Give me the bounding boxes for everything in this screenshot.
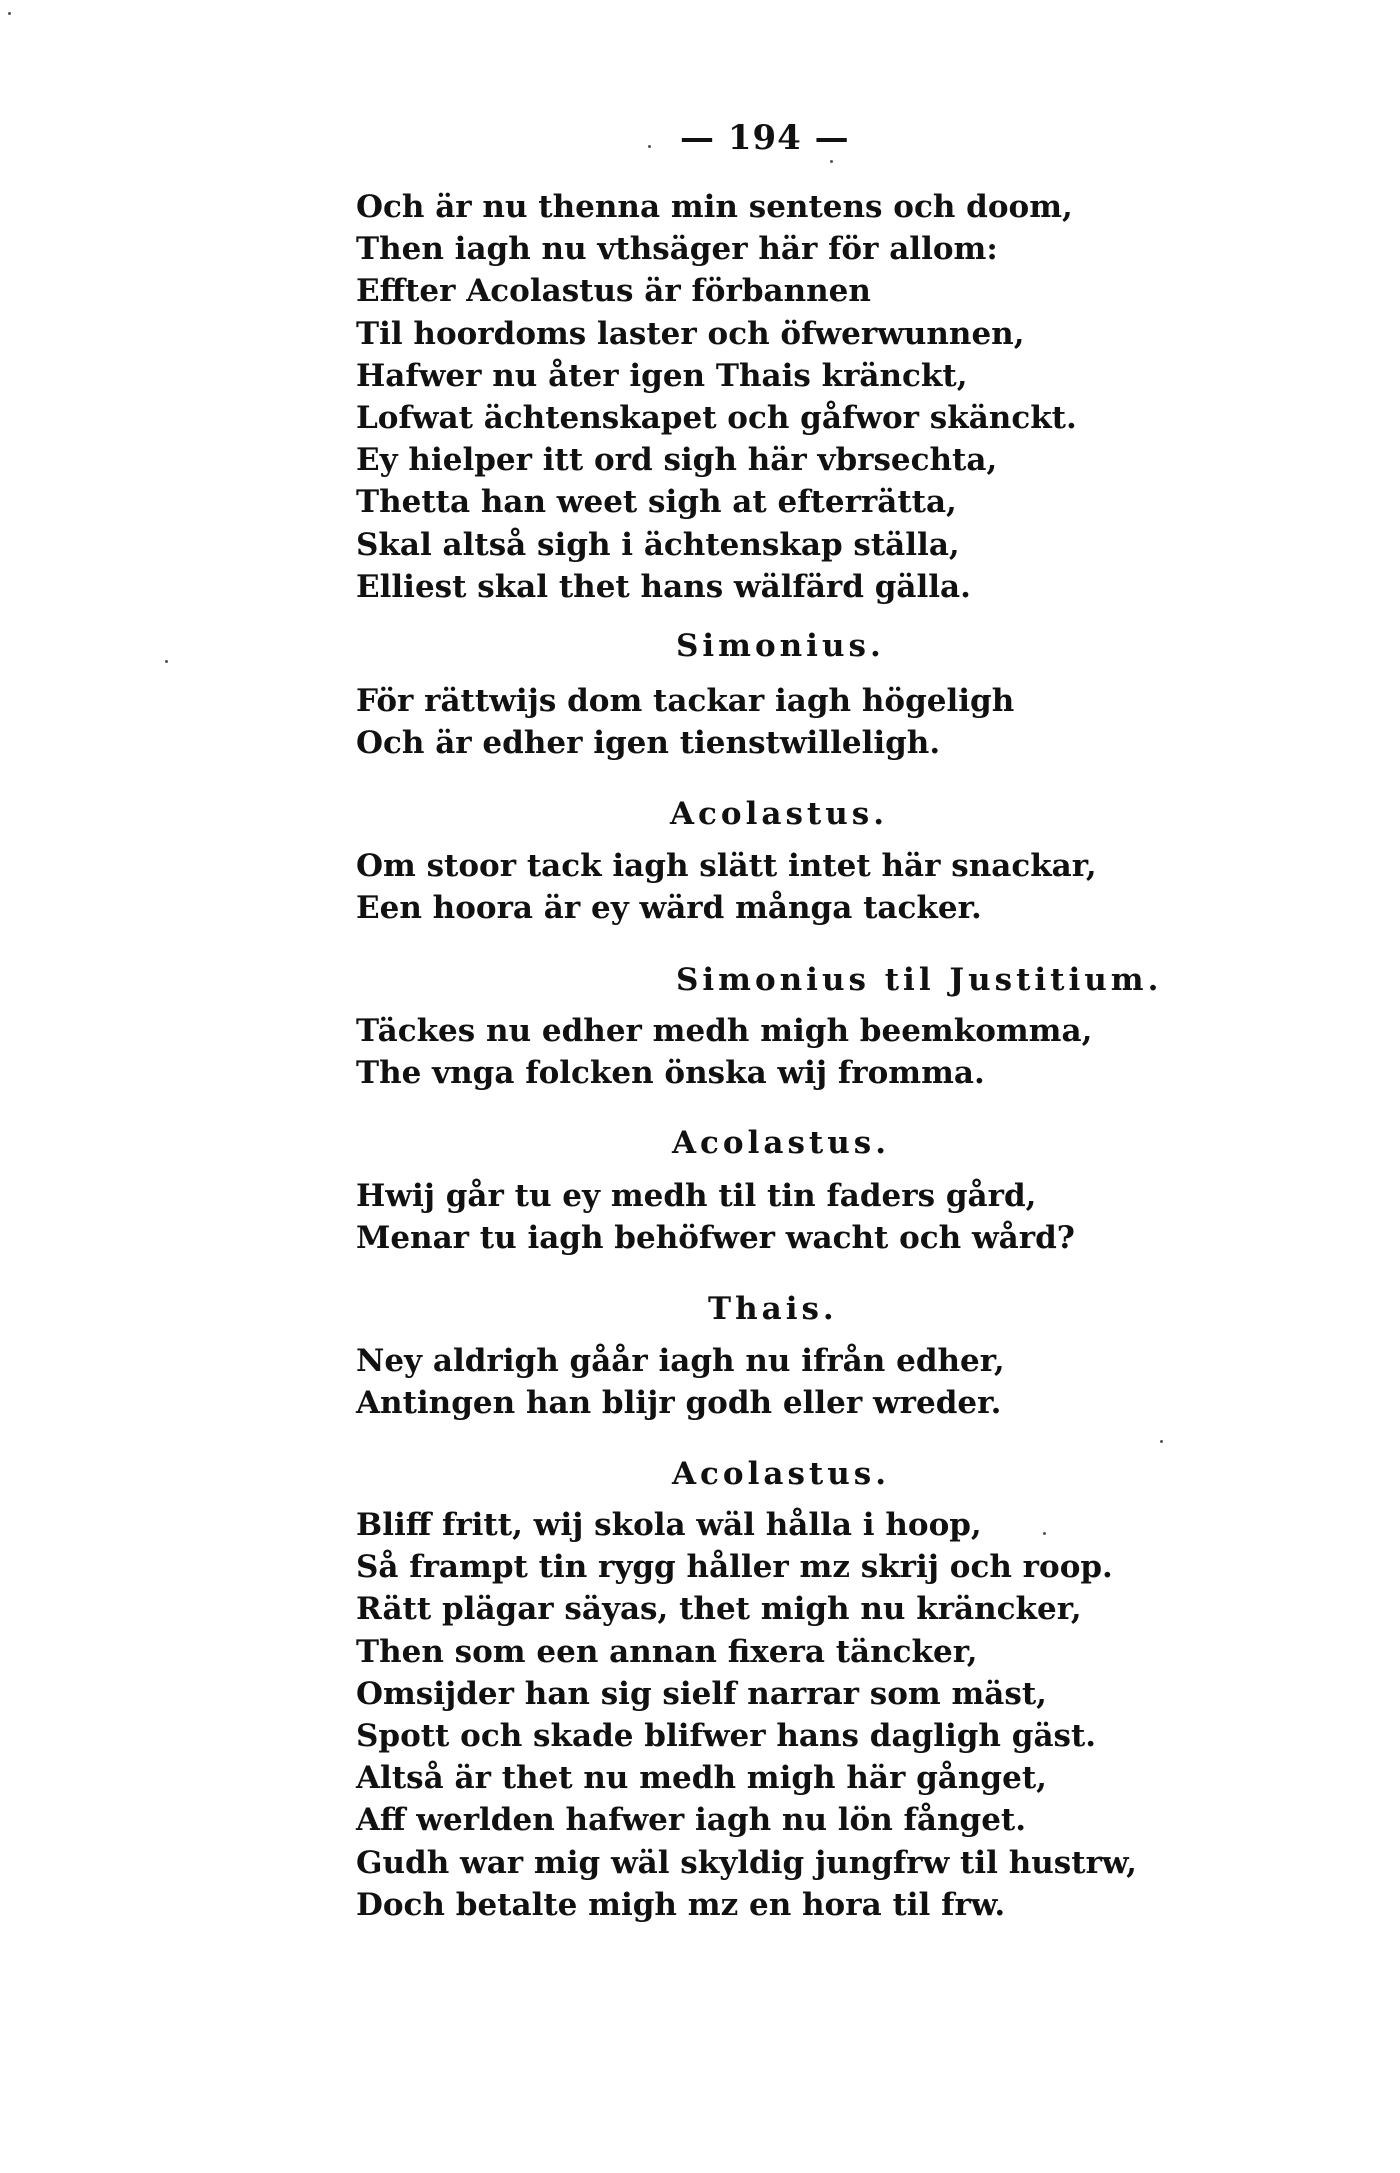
speaker-heading: Simonius til Justitium. bbox=[676, 962, 1163, 998]
verse-line: Effter Acolastus är förbannen bbox=[356, 273, 871, 310]
page-number: — 194 — bbox=[680, 118, 850, 158]
scan-speck bbox=[1043, 1532, 1046, 1535]
verse-line: Ney aldrigh gåår iagh nu ifrån edher, bbox=[356, 1343, 1005, 1379]
scan-speck bbox=[165, 660, 168, 663]
verse-line: Omsijder han sig sielf narrar som mäst, bbox=[356, 1675, 1047, 1712]
verse-line: Ey hielper itt ord sigh här vbrsechta, bbox=[356, 442, 998, 479]
speaker-heading: Acolastus. bbox=[672, 1456, 891, 1492]
verse-line: Skal altså sigh i ächtenskap ställa, bbox=[356, 526, 960, 563]
verse-line: Så frampt tin rygg håller mz skrij och roop. bbox=[356, 1549, 1113, 1586]
verse-line: Then iagh nu vthsäger här för allom: bbox=[356, 231, 998, 268]
speaker-heading: Acolastus. bbox=[670, 796, 889, 832]
verse-line: Bliff fritt, wij skola wäl hålla i hoop, bbox=[356, 1507, 982, 1543]
verse-line: Then som een annan fixera täncker, bbox=[356, 1633, 978, 1670]
speaker-heading: Thais. bbox=[708, 1291, 838, 1327]
verse-line: Thetta han weet sigh at efterrätta, bbox=[356, 484, 957, 521]
verse-line: Een hoora är ey wärd många tacker. bbox=[356, 890, 982, 927]
scan-speck bbox=[830, 160, 833, 163]
verse-line: Om stoor tack iagh slätt intet här snackar, bbox=[356, 848, 1097, 884]
verse-block bbox=[356, 1175, 1075, 1259]
verse-line: Spott och skade blifwer hans dagligh gäst. bbox=[356, 1717, 1097, 1754]
speaker-heading: Acolastus. bbox=[672, 1125, 891, 1161]
verse-block bbox=[356, 1010, 1092, 1094]
verse-block bbox=[356, 1340, 1005, 1424]
verse-line: Och är nu thenna min sentens och doom, bbox=[356, 189, 1073, 225]
scan-speck bbox=[648, 145, 651, 148]
verse-line: Elliest skal thet hans wälfärd gälla. bbox=[356, 568, 971, 605]
verse-line: Aff werlden hafwer iagh nu lön fånget. bbox=[356, 1802, 1027, 1839]
verse-line: Täckes nu edher medh migh beemkomma, bbox=[356, 1013, 1093, 1049]
verse-block bbox=[356, 845, 1097, 929]
verse-line: Hwij går tu ey medh til tin faders gård, bbox=[356, 1178, 1037, 1214]
verse-line: Menar tu iagh behöfwer wacht och wård? bbox=[356, 1220, 1075, 1257]
verse-line: Och är edher igen tienstwilleligh. bbox=[356, 725, 941, 762]
verse-block-opening bbox=[356, 186, 1077, 608]
scan-speck bbox=[1160, 1440, 1163, 1443]
scan-speck bbox=[8, 12, 11, 15]
speaker-heading: Simonius. bbox=[676, 628, 885, 664]
verse-line: Altså är thet nu medh migh här gånget, bbox=[356, 1760, 1047, 1797]
verse-line: Doch betalte migh mz en hora til frw. bbox=[356, 1886, 1006, 1923]
verse-line: Lofwat ächtenskapet och gåfwor skänckt. bbox=[356, 399, 1077, 436]
verse-line: Til hoordoms laster och öfwerwunnen, bbox=[356, 315, 1025, 352]
verse-line: The vnga folcken önska wij fromma. bbox=[356, 1055, 985, 1092]
verse-line: Rätt plägar säyas, thet migh nu kräncker, bbox=[356, 1591, 1082, 1628]
verse-line: Antingen han blijr godh eller wreder. bbox=[356, 1385, 1002, 1422]
verse-block bbox=[356, 680, 1014, 764]
verse-line: Gudh war mig wäl skyldig jungfrw til hustrw, bbox=[356, 1844, 1137, 1881]
verse-block bbox=[356, 1504, 1137, 1926]
verse-line: Hafwer nu åter igen Thais kränckt, bbox=[356, 357, 968, 394]
verse-line: För rättwijs dom tackar iagh högeligh bbox=[356, 683, 1015, 719]
